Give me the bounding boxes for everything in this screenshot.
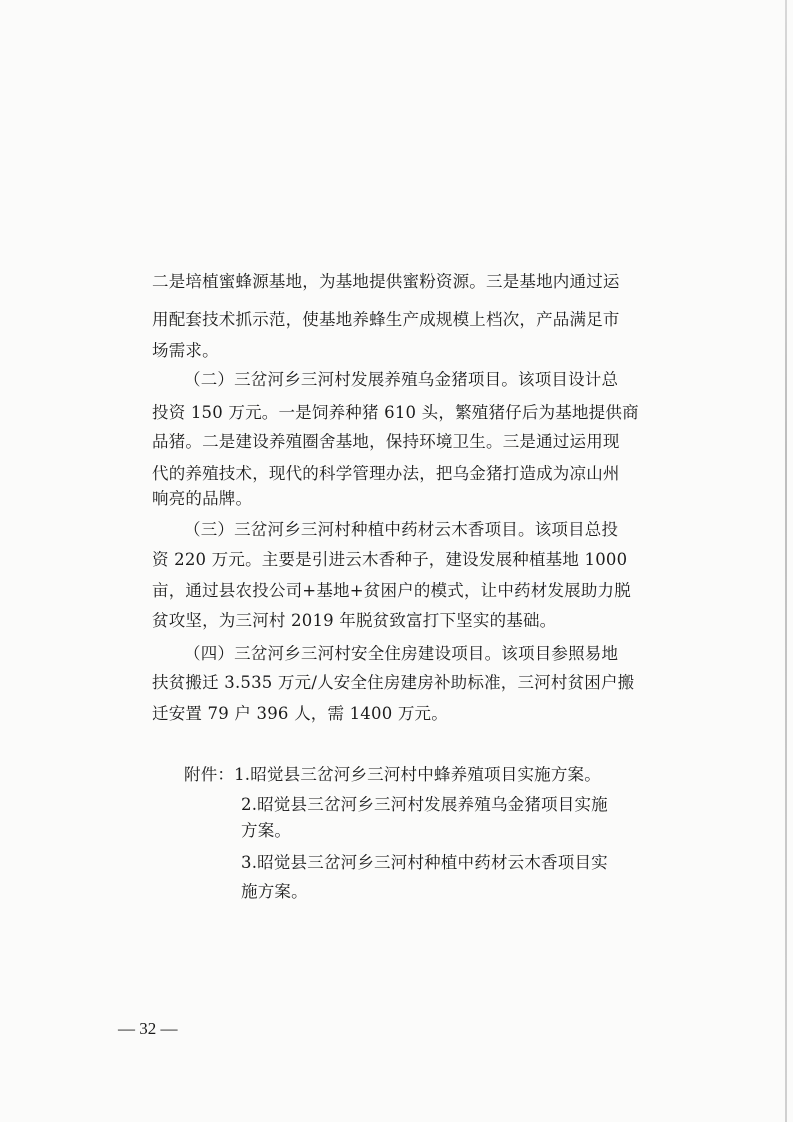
paragraph-1-line-3: 场需求。 <box>152 341 219 360</box>
paragraph-1-line-2: 用配套技术抓示范，使基地养蜂生产成规模上档次，产品满足市 <box>152 310 620 329</box>
attachment-line-4: 3.昭觉县三岔河乡三河村种植中药材云木香项目实 <box>241 853 608 872</box>
paragraph-2-line-3: 品猪。二是建设养殖圈舍基地，保持环境卫生。三是通过运用现 <box>152 432 620 451</box>
page-number: — 32 — <box>118 1019 178 1038</box>
scan-edge-shadow <box>785 0 787 1122</box>
paragraph-4-line-2: 扶贫搬迁 3.535 万元/人安全住房建房补助标准，三河村贫困户搬 <box>152 673 635 692</box>
attachment-line-1: 附件：1.昭觉县三岔河乡三河村中蜂养殖项目实施方案。 <box>184 765 601 784</box>
paragraph-2-line-1: （二）三岔河乡三河村发展养殖乌金猪项目。该项目设计总 <box>184 370 619 389</box>
paragraph-3-line-2: 资 220 万元。主要是引进云木香种子，建设发展种植基地 1000 <box>152 550 628 569</box>
attachment-line-5: 施方案。 <box>241 882 308 901</box>
attachment-line-3: 方案。 <box>241 821 292 840</box>
attachment-line-2: 2.昭觉县三岔河乡三河村发展养殖乌金猪项目实施 <box>241 795 608 814</box>
paragraph-3-line-1: （三）三岔河乡三河村种植中药材云木香项目。该项目总投 <box>184 520 619 539</box>
paragraph-4-line-1: （四）三岔河乡三河村安全住房建设项目。该项目参照易地 <box>184 644 619 663</box>
paragraph-3-line-4: 贫攻坚，为三河村 2019 年脱贫致富打下坚实的基础。 <box>152 611 557 630</box>
paragraph-3-line-3: 亩，通过县农投公司+基地+贫困户的模式，让中药材发展助力脱 <box>152 581 631 600</box>
paragraph-1-line-1: 二是培植蜜蜂源基地，为基地提供蜜粉资源。三是基地内通过运 <box>152 272 620 291</box>
paragraph-2-line-2: 投资 150 万元。一是饲养种猪 610 头，繁殖猪仔后为基地提供商 <box>152 403 639 422</box>
paragraph-4-line-3: 迁安置 79 户 396 人，需 1400 万元。 <box>152 704 448 723</box>
paragraph-2-line-5: 响亮的品牌。 <box>152 489 253 508</box>
paragraph-2-line-4: 代的养殖技术，现代的科学管理办法，把乌金猪打造成为凉山州 <box>152 464 620 483</box>
